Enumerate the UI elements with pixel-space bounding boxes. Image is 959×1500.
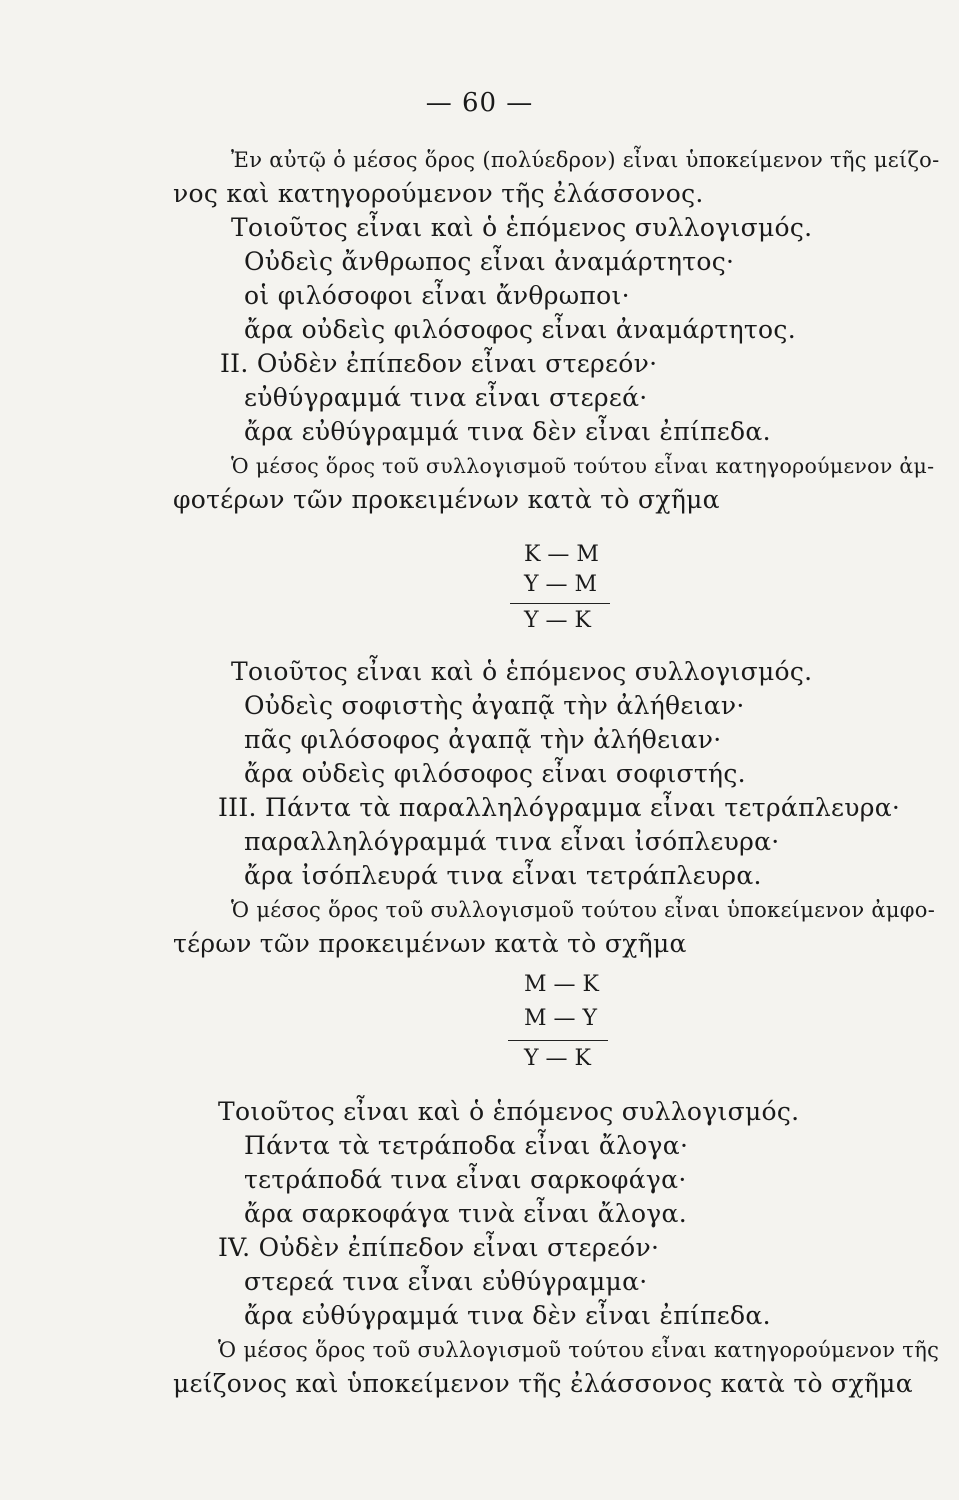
schema-1-conclusion: Υ — Κ (524, 608, 591, 633)
text-line: II. Οὐδὲν ἐπίπεδον εἶναι στερεόν· (220, 349, 658, 378)
text-line: IV. Οὐδὲν ἐπίπεδον εἶναι στερεόν· (218, 1233, 660, 1262)
text-line: Ὁ μέσος ὅρος τοῦ συλλογισμοῦ τούτου εἶναι ὑποκείμενον ἀμφο- (231, 898, 936, 922)
text-line: ἄρα εὐθύγραμμά τινα δὲν εἶναι ἐπίπεδα. (244, 1301, 771, 1330)
text-line: ἄρα οὐδεὶς φιλόσοφος εἶναι ἀναμάρτητος. (244, 315, 796, 344)
text-line: στερεά τινα εἶναι εὐθύγραμμα· (244, 1267, 648, 1296)
text-line: Τοιοῦτος εἶναι καὶ ὁ ἑπόμενος συλλογισμός. (218, 1097, 800, 1126)
text-line: εὐθύγραμμά τινα εἶναι στερεά· (244, 383, 648, 412)
text-line: οἱ φιλόσοφοι εἶναι ἄνθρωποι· (244, 281, 630, 310)
schema-2-rule (508, 1040, 608, 1041)
text-line: παραλληλόγραμμά τινα εἶναι ἰσόπλευρα· (244, 827, 780, 856)
text-line: Ἐν αὐτῷ ὁ μέσος ὅρος (πολύεδρον) εἶναι ὑποκείμενον τῆς μείζο- (231, 148, 940, 172)
text-line: τετράποδά τινα εἶναι σαρκοφάγα· (244, 1165, 687, 1194)
text-line: III. Πάντα τὰ παραλληλόγραμμα εἶναι τετράπλευρα· (218, 793, 901, 822)
text-line: ἄρα ἰσόπλευρά τινα εἶναι τετράπλευρα. (244, 861, 762, 890)
text-line: Τοιοῦτος εἶναι καὶ ὁ ἑπόμενος συλλογισμός. (231, 657, 813, 686)
schema-2-premise-minor: Μ — Υ (524, 1006, 598, 1031)
schema-1-rule (510, 603, 610, 604)
page-number: — 60 — (425, 88, 534, 118)
schema-1-premise-major: Κ — Μ (524, 542, 599, 567)
text-line: πᾶς φιλόσοφος ἀγαπᾷ τὴν ἀλήθειαν· (244, 725, 722, 754)
text-line: φοτέρων τῶν προκειμένων κατὰ τὸ σχῆμα (173, 485, 720, 514)
text-line: Οὐδεὶς ἄνθρωπος εἶναι ἀναμάρτητος· (244, 247, 735, 276)
text-line: Ὁ μέσος ὅρος τοῦ συλλογισμοῦ τούτου εἶναι κατηγορούμενον τῆς (218, 1338, 940, 1362)
text-line: Ὁ μέσος ὅρος τοῦ συλλογισμοῦ τούτου εἶναι κατηγορούμενον ἀμ- (231, 454, 935, 478)
text-line: Οὐδεὶς σοφιστὴς ἀγαπᾷ τὴν ἀλήθειαν· (244, 691, 745, 720)
schema-2-conclusion: Υ — Κ (524, 1046, 591, 1071)
text-line: νος καὶ κατηγορούμενον τῆς ἐλάσσονος. (173, 179, 704, 208)
text-line: ἄρα σαρκοφάγα τινὰ εἶναι ἄλογα. (244, 1199, 687, 1228)
text-line: ἄρα εὐθύγραμμά τινα δὲν εἶναι ἐπίπεδα. (244, 417, 771, 446)
text-line: τέρων τῶν προκειμένων κατὰ τὸ σχῆμα (173, 929, 687, 958)
text-line: ἄρα οὐδεὶς φιλόσοφος εἶναι σοφιστής. (244, 759, 746, 788)
text-line: μείζονος καὶ ὑποκείμενον τῆς ἐλάσσονος κατὰ τὸ σχῆμα (173, 1369, 913, 1398)
schema-1-premise-minor: Υ — Μ (524, 572, 598, 597)
schema-2-premise-major: Μ — Κ (524, 972, 599, 997)
text-line: Τοιοῦτος εἶναι καὶ ὁ ἑπόμενος συλλογισμός. (231, 213, 813, 242)
text-line: Πάντα τὰ τετράποδα εἶναι ἄλογα· (244, 1131, 689, 1160)
